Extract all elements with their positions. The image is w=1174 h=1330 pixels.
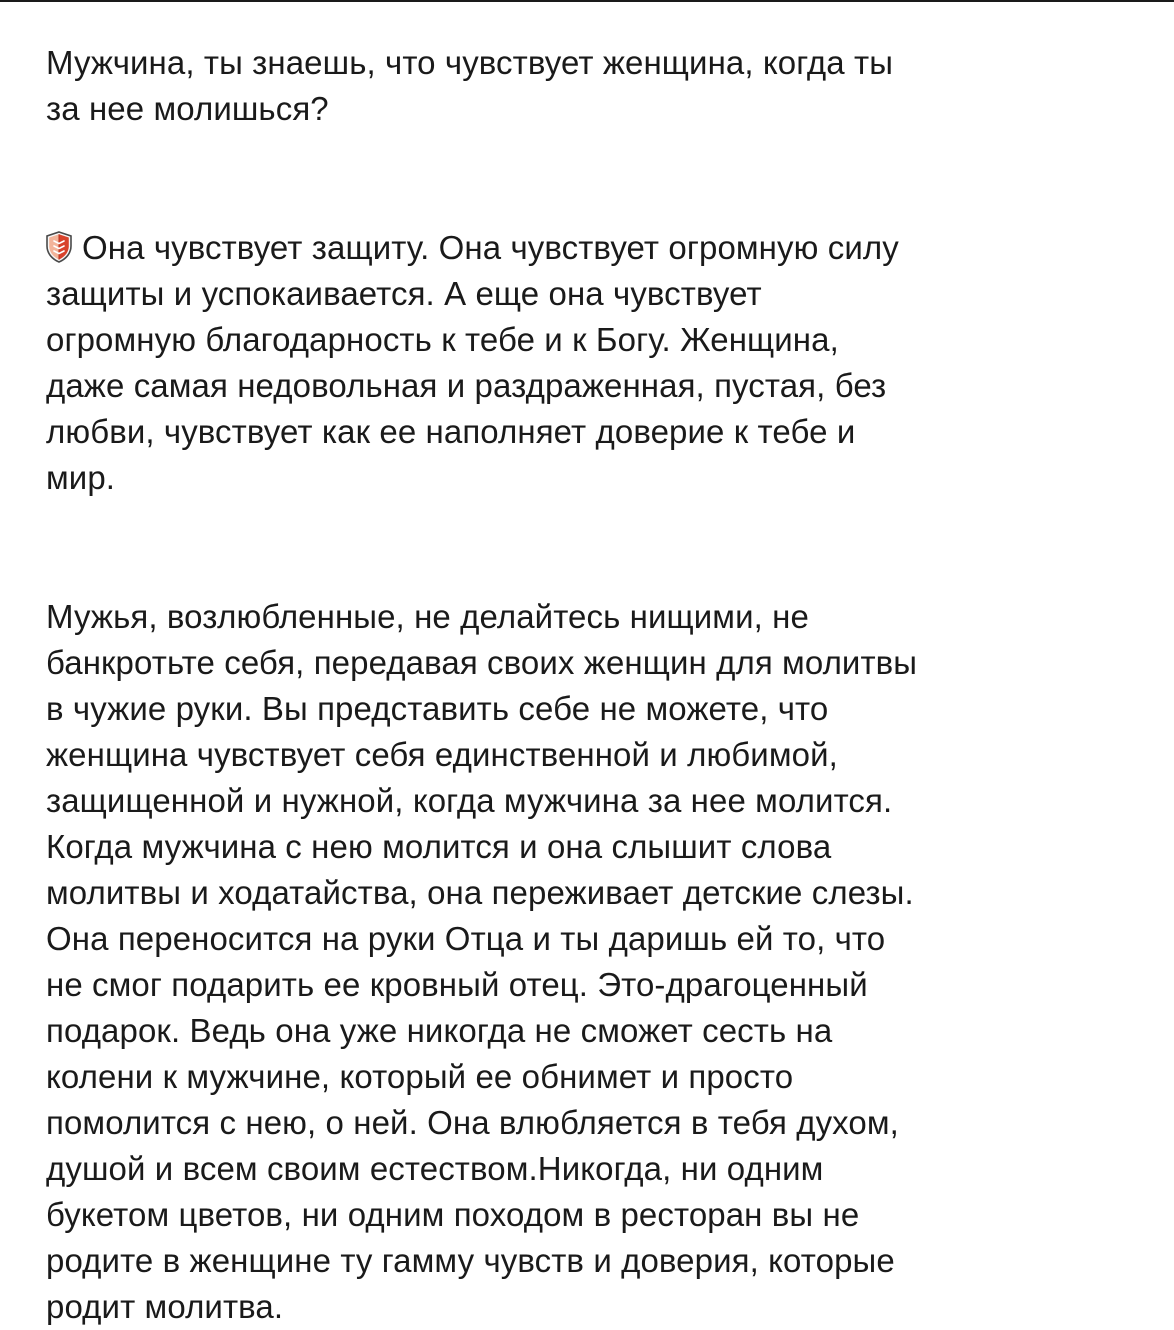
paragraph-2: Она чувствует защиту. Она чувствует огромную силу защиты и успокаивается. А еще она чувствует огромную благодарность к тебе и к Богу. Женщина, даже самая недовольная и раздраженная, пустая, без любви, чувствует как ее наполняет доверие к тебе и мир. [46,229,899,496]
top-divider [0,0,1174,2]
shield-icon [46,229,72,261]
post-text [46,40,1136,1330]
paragraph-1: Мужчина, ты знаешь, что чувствует женщина, когда ты за нее молишься? [46,44,894,127]
paragraph-3: Мужья, возлюбленные, не делайтесь нищими, не банкротьте себя, передавая своих женщин для молитвы в чужие руки. Вы представить себе не можете, что женщина чувствует себя единственной и любимой, защищенной и нужной, когда мужчина за нее молится. Когда мужчина с нею молится и она слышит слова молитвы и ходатайства, она переживает детские слезы. Она переносится на руки Отца и ты даришь ей то, что не смог подарить ее кровный отец. Это-драгоценный подарок. Ведь она уже никогда не сможет сесть на колени к мужчине, который ее обнимет и просто помолится с нею, о ней. Она влюбляется в тебя духом, душой и всем своим естеством.Никогда, ни одним букетом цветов, ни одним походом в ресторан вы не родите в женщине ту гамму чувств и доверия, которые родит молитва. [46,598,918,1325]
paragraph-2-container [46,225,1136,501]
